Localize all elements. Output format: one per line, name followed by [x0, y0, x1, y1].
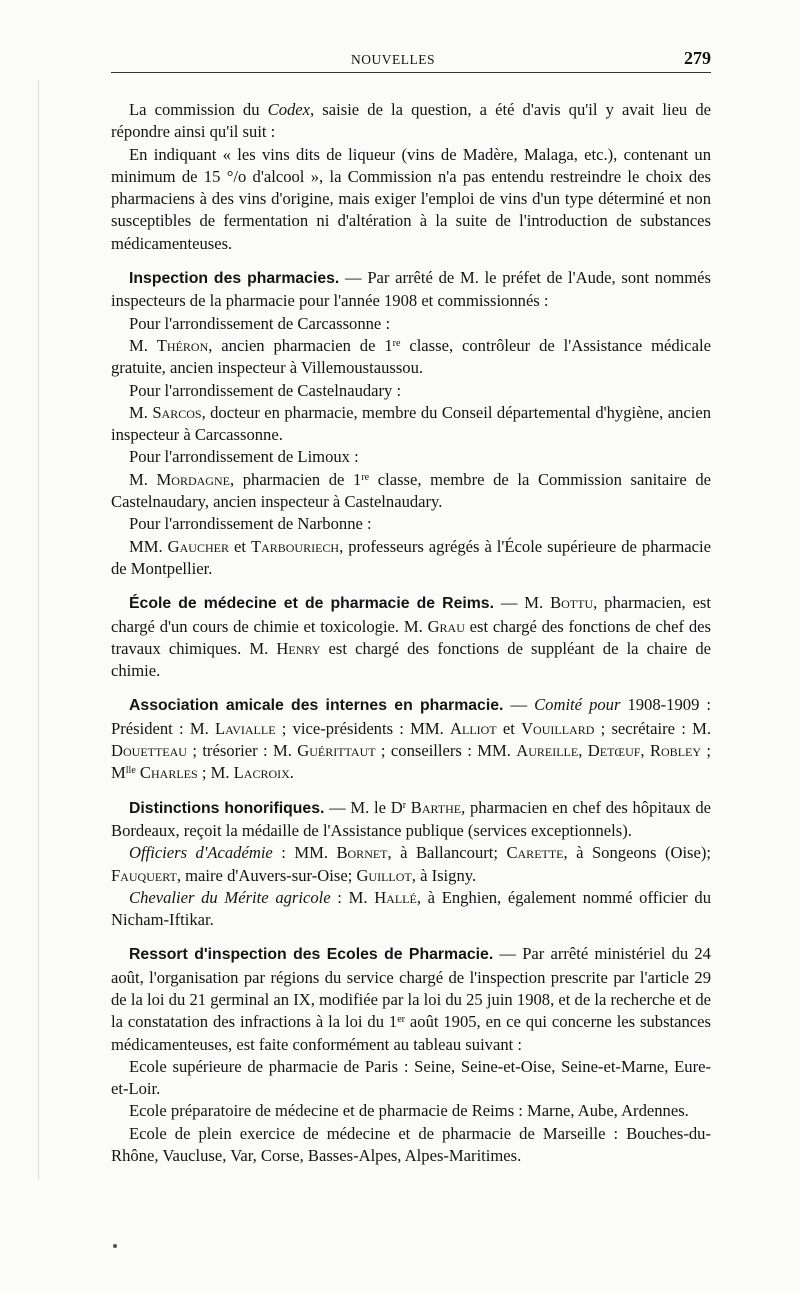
section-heading-inspection: Inspection des pharmacies.: [129, 270, 340, 288]
page-header: [111, 42, 711, 73]
theron-entry: M. Théron, ancien pharmacien de 1re classe, contrôleur de l'Assistance médicale gratuite, ancien inspecteur à Villemoustaussou.: [111, 335, 711, 378]
limoux-label: Pour l'arrondissement de Limoux :: [129, 447, 359, 467]
page: [111, 42, 711, 1167]
ink-speck: [113, 1244, 117, 1248]
section-heading-reims: École de médecine et de pharmacie de Reims.: [129, 595, 494, 613]
codex-paragraph-2: En indiquant « les vins dits de liqueur (vins de Madère, Malaga, etc.), contenant un minimum de 15 °/o d'alcool », la Commission n'a pas entendu restreindre le choix des pharmaciens à des vins d'origine, mais exiger l'emploi de vins d'un type déterminé et non susceptibles de fermentation ni d'altération à la suite de l'introduction de substances médicamenteuses.: [111, 144, 711, 253]
section-heading-distinctions: Distinctions honorifiques.: [129, 799, 325, 817]
mordagne-entry: M. Mordagne, pharmacien de 1re classe, membre de la Commission sanitaire de Castelnaudary, ancien inspecteur à Castelnaudary.: [111, 469, 712, 512]
montpellier-entry: MM. Gaucher et Tarbouriech, professeurs agrégés à l'École supérieure de pharmacie de Montpellier.: [111, 536, 711, 578]
chevalier-paragraph: Chevalier du Mérite agricole : M. Hallé, à Enghien, également nommé officier du Nicham-Iftikar.: [111, 887, 711, 930]
ecole-reims: Ecole préparatoire de médecine et de pharmacie de Reims : Marne, Aube, Ardennes.: [129, 1101, 689, 1121]
ecole-marseille: Ecole de plein exercice de médecine et de pharmacie de Marseille : Bouches-du-Rhône, Vaucluse, Var, Corse, Basses-Alpes, Alpes-Maritimes.: [111, 1123, 711, 1166]
association-paragraph: Association amicale des internes en pharmacie. — Comité pour 1908-1909 : Président : M. Lavialle ; vice-présidents : MM. Alliot et Vouillard ; secrétaire : M. Douetteau ; trésorier : M. Guérittaut ; conseillers : MM. Aureille, Detœuf, Robley ; $M^{lle}$ Charles ; M. Lacroix.: [111, 695, 712, 783]
section-heading-association: Association amicale des internes en pharmacie.: [129, 697, 504, 715]
distinctions-paragraph: Distinctions honorifiques. — M. le $D^r$ Barthe, pharmacien en chef des hôpitaux de Bordeaux, reçoit la médaille de l'Assistance publique (services exceptionnels).: [111, 797, 711, 840]
ecole-paris: Ecole supérieure de pharmacie de Paris : Seine, Seine-et-Oise, Seine-et-Marne, Eure-et-Loir.: [111, 1056, 711, 1099]
sarcos-entry: M. Sarcos, docteur en pharmacie, membre du Conseil départemental d'hygiène, ancien inspecteur à Carcassonne.: [111, 402, 711, 445]
narbonne-label: Pour l'arrondissement de Narbonne :: [129, 514, 372, 534]
officiers-paragraph: Officiers d'Académie : MM. Bornet, à Ballancourt; Carette, à Songeons (Oise); Fauquert, maire d'Auvers-sur-Oise; Guillot, à Isigny.: [111, 843, 712, 885]
codex-paragraph-1: La commission du Codex, saisie de la question, a été d'avis qu'il y avait lieu de répondre ainsi qu'il suit :: [111, 100, 711, 142]
inspection-intro: Inspection des pharmacies. — Par arrêté de M. le préfet de l'Aude, sont nommés inspecteurs de la pharmacie pour l'année 1908 et commissionnés :: [111, 268, 711, 311]
binding-shadow: [38, 80, 59, 1180]
reims-paragraph: École de médecine et de pharmacie de Reims. — M. Bottu, pharmacien, est chargé d'un cours de chimie et toxicologie. M. Grau est chargé des fonctions de chef des travaux chimiques. M. Henry est chargé des fonctions de suppléant de la chaire de chimie.: [111, 593, 712, 681]
running-title: NOUVELLES: [351, 52, 435, 67]
carcassonne-label: Pour l'arrondissement de Carcassonne :: [129, 313, 391, 333]
ressort-paragraph: Ressort d'inspection des Ecoles de Pharmacie. — Par arrêté ministériel du 24 août, l'organisation par régions du service chargé de l'inspection prescrite par l'article 29 de la loi du 21 germinal an IX, modifiée par la loi du 25 juin 1908, et de la recherche et de la constatation des infractions à la loi du 1er août 1905, en ce qui concerne les substances médicamenteuses, est faite conformément au tableau suivant :: [111, 944, 711, 1054]
page-body: [111, 99, 711, 1167]
page-number: 279: [684, 48, 711, 68]
section-heading-ressort: Ressort d'inspection des Ecoles de Pharmacie.: [129, 946, 494, 964]
castelnaudary-label: Pour l'arrondissement de Castelnaudary :: [129, 380, 402, 400]
